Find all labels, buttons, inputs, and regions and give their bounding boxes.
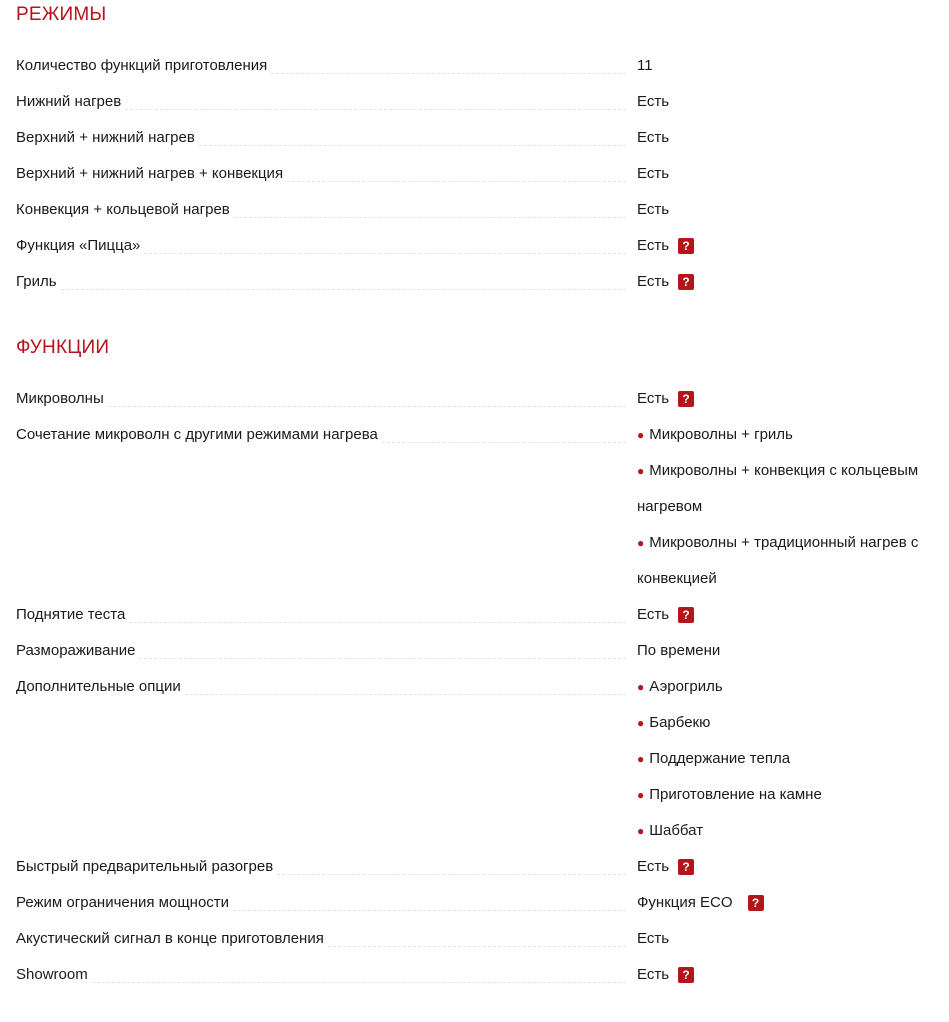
option-text: Микроволны + конвекция с кольцевым (649, 462, 919, 479)
spec-label: Функция «Пицца» (16, 228, 144, 264)
spec-label: Сочетание микроволн с другими режимами нагрева (16, 417, 382, 453)
option-item (637, 453, 946, 489)
spec-value: Есть (637, 858, 670, 875)
spec-label: Размораживание (16, 633, 139, 669)
spec-label: Showroom (16, 957, 92, 993)
help-icon[interactable]: ? (678, 238, 694, 254)
spec-value: Есть (637, 966, 670, 983)
spec-value: Есть (637, 93, 670, 110)
dotted-leader (92, 982, 626, 983)
bullet-icon: ● (637, 788, 645, 802)
dotted-leader (108, 406, 626, 407)
help-icon[interactable]: ? (678, 607, 694, 623)
option-item-continued (637, 561, 946, 597)
section-title-modes: РЕЖИМЫ (16, 4, 107, 25)
option-item-continued (637, 489, 946, 525)
spec-label: Микроволны (16, 381, 108, 417)
dotted-leader (199, 145, 626, 146)
bullet-icon: ● (637, 536, 645, 550)
option-text: Аэрогриль (649, 678, 723, 695)
dotted-leader (277, 874, 626, 875)
bullet-icon: ● (637, 824, 645, 838)
spec-value: Есть (637, 165, 670, 182)
spec-value: Функция ECO (637, 894, 733, 911)
spec-row (16, 921, 946, 957)
dotted-leader (129, 622, 626, 623)
help-icon[interactable]: ? (748, 895, 764, 911)
dotted-leader (185, 694, 626, 695)
dotted-leader (287, 181, 626, 182)
spec-label: Гриль (16, 264, 61, 300)
dotted-leader (139, 658, 626, 659)
spec-row (16, 156, 946, 192)
dotted-leader (271, 73, 626, 74)
spec-row (16, 228, 946, 264)
option-text: Микроволны + гриль (649, 426, 793, 443)
option-text: нагревом (637, 498, 703, 515)
help-icon[interactable]: ? (678, 859, 694, 875)
spec-label: Верхний + нижний нагрев + конвекция (16, 156, 287, 192)
bullet-icon: ● (637, 428, 645, 442)
option-text: Барбекю (649, 714, 711, 731)
section-title-functions: ФУНКЦИИ (16, 337, 110, 358)
spec-row (16, 84, 946, 120)
spec-row (16, 120, 946, 156)
spec-value: Есть (637, 390, 670, 407)
spec-row (16, 633, 946, 669)
spec-row (16, 381, 946, 417)
bullet-icon: ● (637, 680, 645, 694)
dotted-leader (144, 253, 626, 254)
spec-label: Режим ограничения мощности (16, 885, 233, 921)
option-text: конвекцией (637, 570, 717, 587)
dotted-leader (234, 217, 626, 218)
spec-value: Есть (637, 606, 670, 623)
spec-row (16, 885, 946, 921)
spec-row (16, 264, 946, 300)
dotted-leader (233, 910, 626, 911)
option-text: Приготовление на камне (649, 786, 822, 803)
bullet-icon: ● (637, 716, 645, 730)
option-text: Поддержание тепла (649, 750, 791, 767)
option-item (637, 777, 946, 813)
dotted-leader (61, 289, 626, 290)
help-icon[interactable]: ? (678, 391, 694, 407)
option-item (637, 417, 946, 453)
spec-row (16, 849, 946, 885)
spec-label: Количество функций приготовления (16, 48, 271, 84)
help-icon[interactable]: ? (678, 274, 694, 290)
spec-row (16, 192, 946, 228)
help-icon[interactable]: ? (678, 967, 694, 983)
spec-value: Есть (637, 930, 670, 947)
option-item (637, 705, 946, 741)
dotted-leader (382, 442, 626, 443)
bullet-icon: ● (637, 464, 645, 478)
spec-label: Верхний + нижний нагрев (16, 120, 199, 156)
spec-row (16, 48, 946, 84)
spec-row (16, 417, 946, 587)
option-text: Шаббат (649, 822, 704, 839)
option-item (637, 813, 946, 849)
spec-value: По времени (637, 642, 721, 659)
option-text: Микроволны + традиционный нагрев с (649, 534, 919, 551)
spec-label: Быстрый предварительный разогрев (16, 849, 277, 885)
bullet-icon: ● (637, 752, 645, 766)
spec-row (16, 669, 946, 839)
spec-value: Есть (637, 129, 670, 146)
spec-value: Есть (637, 237, 670, 254)
spec-value: Есть (637, 273, 670, 290)
dotted-leader (125, 109, 626, 110)
option-item (637, 741, 946, 777)
spec-value: 11 (637, 57, 653, 74)
dotted-leader (328, 946, 626, 947)
spec-label: Конвекция + кольцевой нагрев (16, 192, 234, 228)
spec-label: Дополнительные опции (16, 669, 185, 705)
spec-row (16, 597, 946, 633)
spec-label: Акустический сигнал в конце приготовления (16, 921, 328, 957)
option-item (637, 525, 946, 561)
spec-label: Поднятие теста (16, 597, 129, 633)
option-item (637, 669, 946, 705)
spec-value: Есть (637, 201, 670, 218)
spec-label: Нижний нагрев (16, 84, 125, 120)
spec-row (16, 957, 946, 993)
